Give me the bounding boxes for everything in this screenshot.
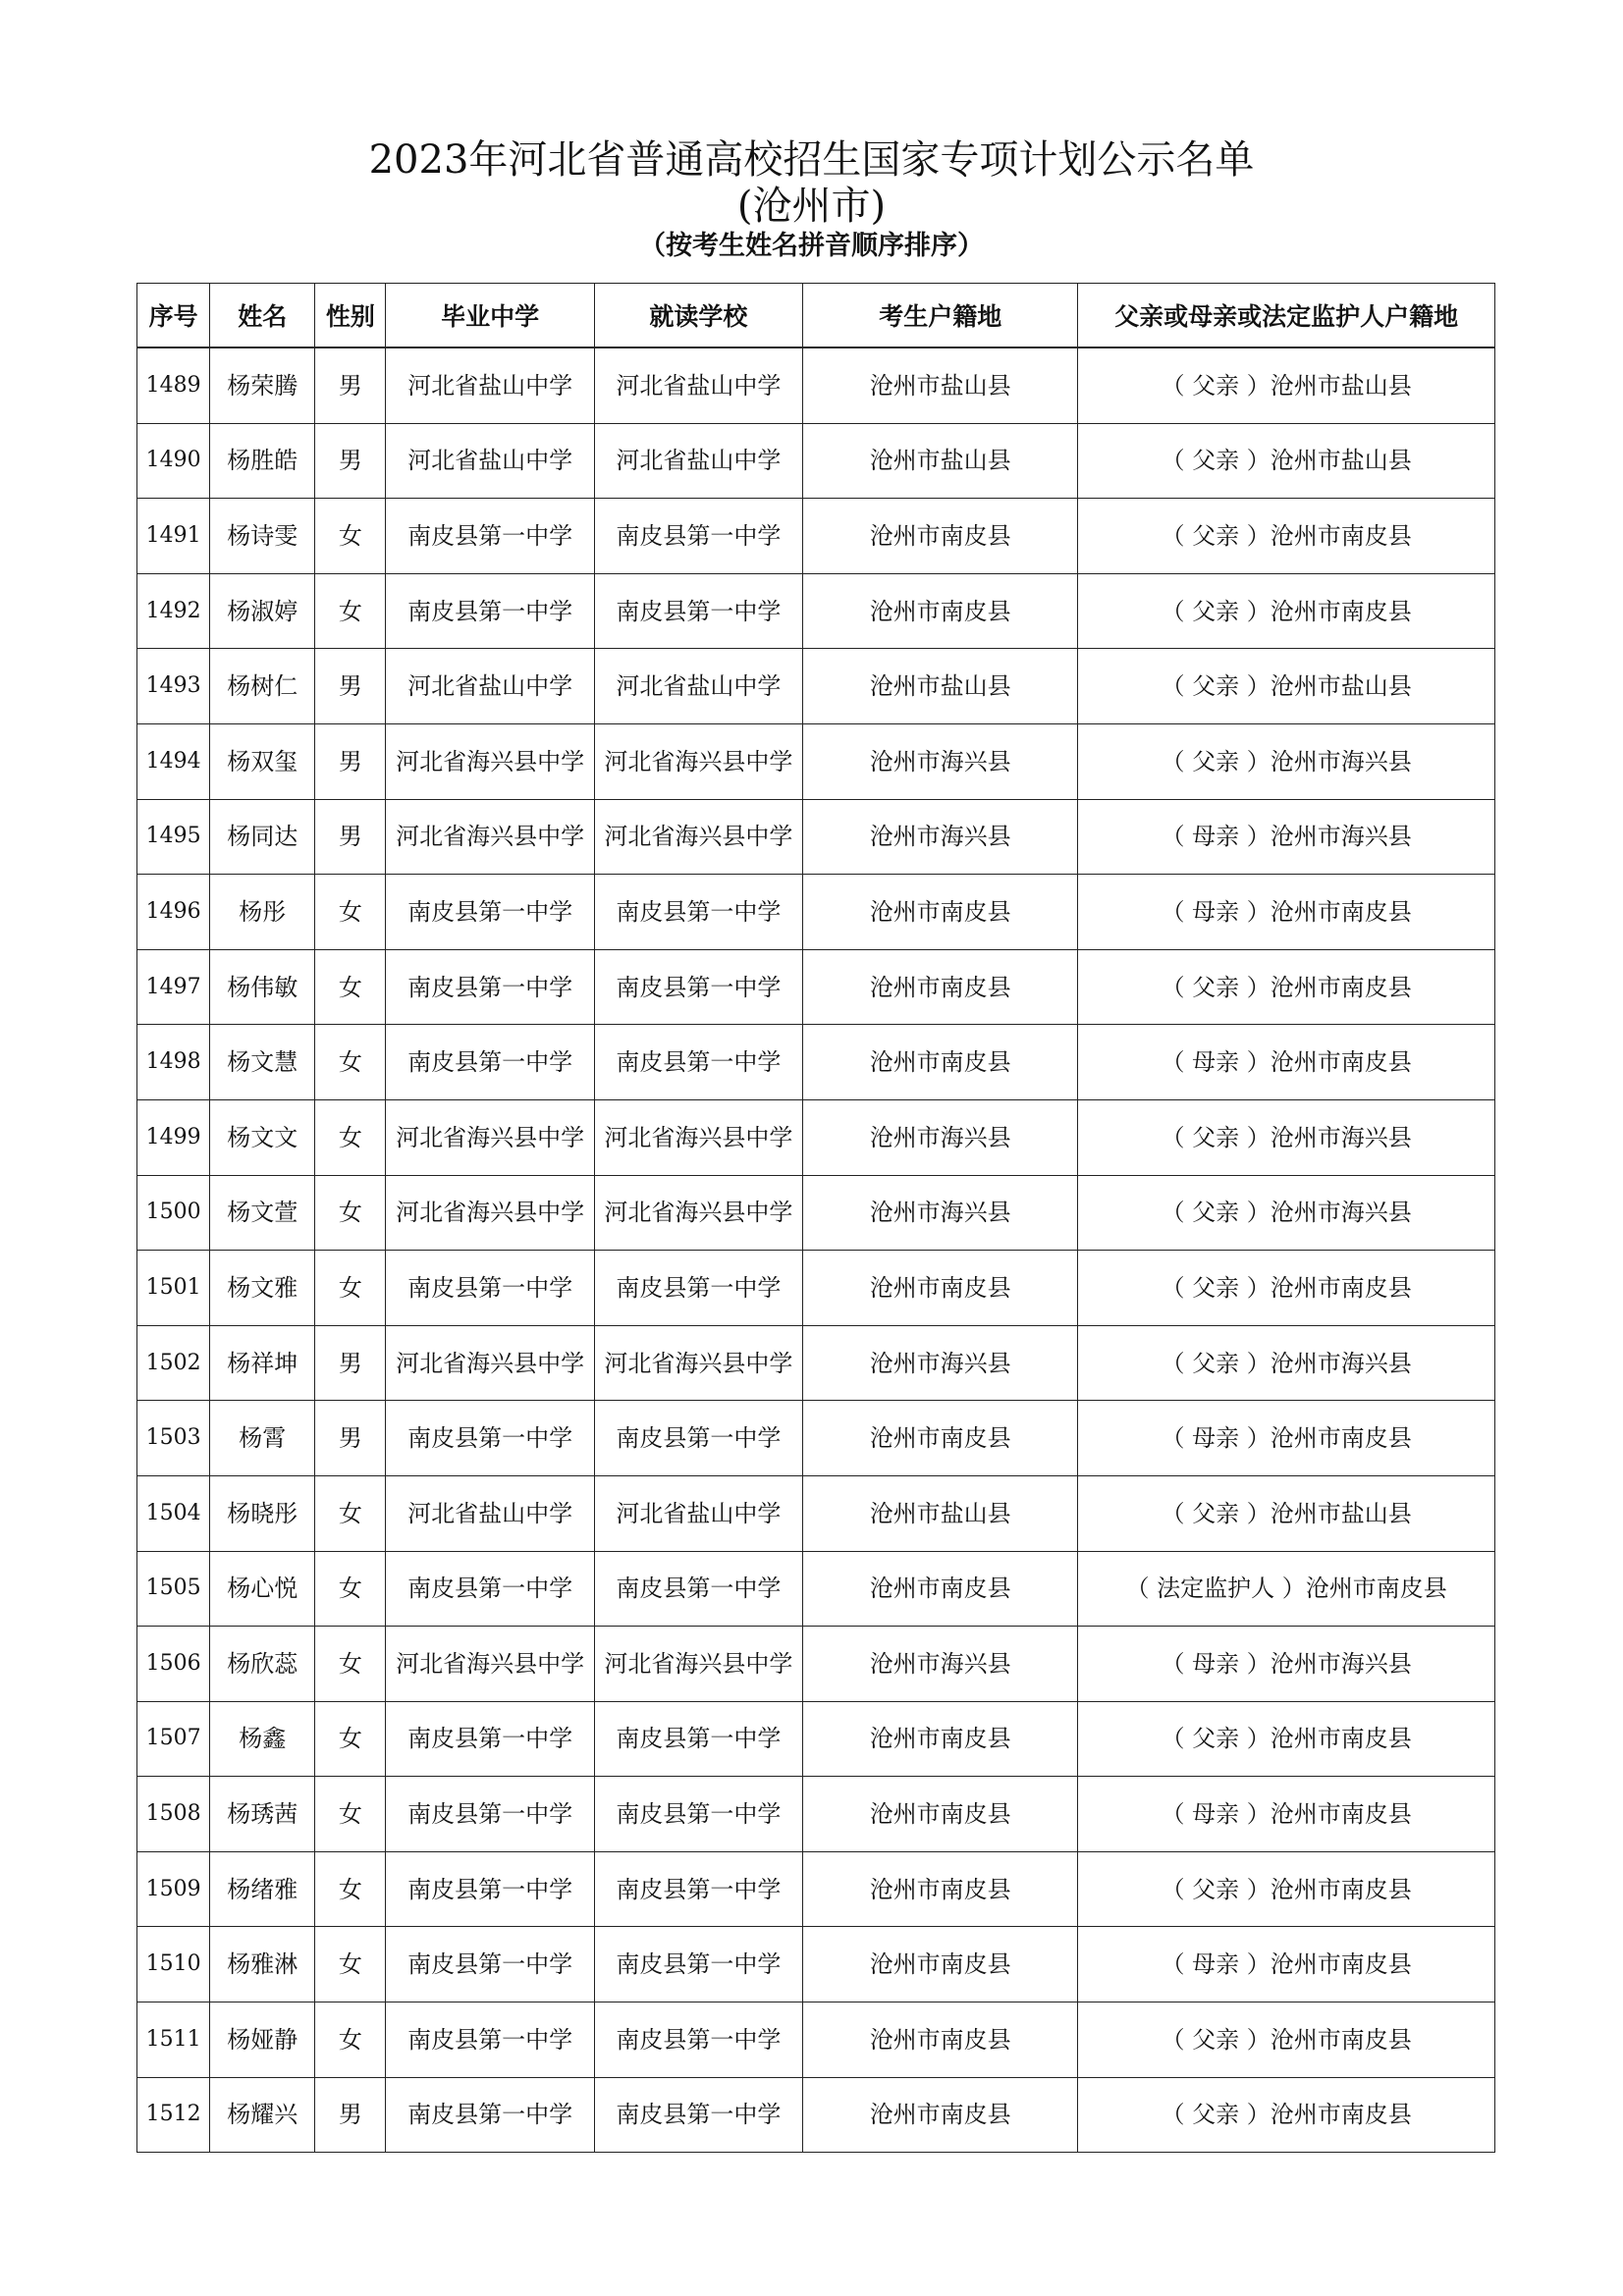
cell-graduation-school: 河北省盐山中学	[386, 649, 594, 724]
cell-gender: 女	[315, 1851, 386, 1927]
cell-graduation-school: 河北省海兴县中学	[386, 1099, 594, 1175]
cell-name: 杨文慧	[210, 1025, 315, 1100]
cell-guardian-residence: （ 父亲 ）沧州市盐山县	[1078, 347, 1495, 423]
cell-serial-number: 1512	[137, 2077, 210, 2153]
cell-current-school: 河北省盐山中学	[594, 1475, 802, 1551]
cell-guardian-residence: （ 父亲 ）沧州市盐山县	[1078, 423, 1495, 499]
cell-serial-number: 1497	[137, 949, 210, 1025]
cell-serial-number: 1503	[137, 1401, 210, 1476]
cell-name: 杨绪雅	[210, 1851, 315, 1927]
cell-name: 杨同达	[210, 799, 315, 875]
cell-name: 杨心悦	[210, 1551, 315, 1627]
cell-student-residence: 沧州市南皮县	[803, 2077, 1078, 2153]
header-serial-number: 序号	[137, 284, 210, 348]
cell-gender: 女	[315, 1475, 386, 1551]
cell-name: 杨文萱	[210, 1175, 315, 1251]
cell-student-residence: 沧州市南皮县	[803, 1025, 1078, 1100]
cell-gender: 女	[315, 573, 386, 649]
cell-graduation-school: 南皮县第一中学	[386, 1927, 594, 2002]
cell-graduation-school: 南皮县第一中学	[386, 573, 594, 649]
cell-serial-number: 1505	[137, 1551, 210, 1627]
cell-guardian-residence: （ 父亲 ）沧州市海兴县	[1078, 1325, 1495, 1401]
cell-gender: 男	[315, 2077, 386, 2153]
cell-student-residence: 沧州市南皮县	[803, 499, 1078, 574]
cell-guardian-residence: （ 父亲 ）沧州市南皮县	[1078, 573, 1495, 649]
cell-gender: 女	[315, 1777, 386, 1852]
cell-current-school: 南皮县第一中学	[594, 573, 802, 649]
cell-serial-number: 1498	[137, 1025, 210, 1100]
cell-gender: 女	[315, 1025, 386, 1100]
cell-gender: 女	[315, 875, 386, 950]
cell-current-school: 河北省海兴县中学	[594, 1099, 802, 1175]
table-row	[137, 347, 1495, 423]
cell-student-residence: 沧州市盐山县	[803, 649, 1078, 724]
cell-guardian-residence: （ 父亲 ）沧州市盐山县	[1078, 1475, 1495, 1551]
cell-current-school: 南皮县第一中学	[594, 1851, 802, 1927]
cell-guardian-residence: （ 母亲 ）沧州市南皮县	[1078, 1025, 1495, 1100]
cell-name: 杨耀兴	[210, 2077, 315, 2153]
cell-name: 杨伟敏	[210, 949, 315, 1025]
cell-student-residence: 沧州市海兴县	[803, 799, 1078, 875]
cell-gender: 女	[315, 1927, 386, 2002]
cell-name: 杨霄	[210, 1401, 315, 1476]
table-row	[137, 499, 1495, 574]
table-row	[137, 1777, 1495, 1852]
cell-student-residence: 沧州市南皮县	[803, 1851, 1078, 1927]
cell-graduation-school: 南皮县第一中学	[386, 949, 594, 1025]
cell-guardian-residence: （ 父亲 ）沧州市南皮县	[1078, 2077, 1495, 2153]
cell-gender: 女	[315, 1251, 386, 1326]
cell-graduation-school: 南皮县第一中学	[386, 1777, 594, 1852]
cell-name: 杨胜皓	[210, 423, 315, 499]
cell-current-school: 南皮县第一中学	[594, 1025, 802, 1100]
header-student-residence: 考生户籍地	[803, 284, 1078, 348]
cell-student-residence: 沧州市南皮县	[803, 1401, 1078, 1476]
roster-table	[136, 283, 1495, 2153]
cell-student-residence: 沧州市盐山县	[803, 423, 1078, 499]
cell-student-residence: 沧州市南皮县	[803, 573, 1078, 649]
cell-gender: 男	[315, 723, 386, 799]
cell-student-residence: 沧州市盐山县	[803, 1475, 1078, 1551]
cell-current-school: 南皮县第一中学	[594, 949, 802, 1025]
cell-guardian-residence: （ 母亲 ）沧州市海兴县	[1078, 799, 1495, 875]
cell-name: 杨琇茜	[210, 1777, 315, 1852]
cell-name: 杨欣蕊	[210, 1627, 315, 1702]
table-row	[137, 1851, 1495, 1927]
cell-serial-number: 1501	[137, 1251, 210, 1326]
cell-serial-number: 1511	[137, 2002, 210, 2078]
cell-gender: 男	[315, 423, 386, 499]
table-row	[137, 1325, 1495, 1401]
cell-graduation-school: 河北省海兴县中学	[386, 1175, 594, 1251]
table-row	[137, 875, 1495, 950]
cell-gender: 男	[315, 799, 386, 875]
cell-gender: 女	[315, 1175, 386, 1251]
cell-serial-number: 1499	[137, 1099, 210, 1175]
cell-current-school: 南皮县第一中学	[594, 1401, 802, 1476]
cell-current-school: 南皮县第一中学	[594, 1777, 802, 1852]
cell-graduation-school: 南皮县第一中学	[386, 1025, 594, 1100]
cell-graduation-school: 河北省海兴县中学	[386, 799, 594, 875]
cell-guardian-residence: （ 父亲 ）沧州市南皮县	[1078, 2002, 1495, 2078]
cell-student-residence: 沧州市南皮县	[803, 1251, 1078, 1326]
cell-guardian-residence: （ 父亲 ）沧州市南皮县	[1078, 949, 1495, 1025]
cell-student-residence: 沧州市南皮县	[803, 949, 1078, 1025]
table-row	[137, 1475, 1495, 1551]
table-row	[137, 649, 1495, 724]
cell-student-residence: 沧州市南皮县	[803, 1927, 1078, 2002]
cell-current-school: 河北省海兴县中学	[594, 799, 802, 875]
cell-gender: 男	[315, 1325, 386, 1401]
cell-guardian-residence: （ 母亲 ）沧州市南皮县	[1078, 1401, 1495, 1476]
cell-student-residence: 沧州市南皮县	[803, 875, 1078, 950]
cell-guardian-residence: （ 父亲 ）沧州市海兴县	[1078, 1099, 1495, 1175]
cell-guardian-residence: （ 母亲 ）沧州市南皮县	[1078, 875, 1495, 950]
cell-serial-number: 1493	[137, 649, 210, 724]
cell-guardian-residence: （ 父亲 ）沧州市盐山县	[1078, 649, 1495, 724]
cell-name: 杨彤	[210, 875, 315, 950]
cell-student-residence: 沧州市海兴县	[803, 1627, 1078, 1702]
table-row	[137, 1251, 1495, 1326]
cell-name: 杨双玺	[210, 723, 315, 799]
cell-student-residence: 沧州市南皮县	[803, 2002, 1078, 2078]
document-subtitle: (沧州市)	[736, 184, 887, 229]
cell-serial-number: 1509	[137, 1851, 210, 1927]
cell-current-school: 河北省盐山中学	[594, 347, 802, 423]
table-row	[137, 2002, 1495, 2078]
cell-current-school: 河北省盐山中学	[594, 423, 802, 499]
cell-serial-number: 1508	[137, 1777, 210, 1852]
cell-graduation-school: 河北省海兴县中学	[386, 1325, 594, 1401]
cell-serial-number: 1500	[137, 1175, 210, 1251]
cell-current-school: 南皮县第一中学	[594, 2002, 802, 2078]
cell-serial-number: 1490	[137, 423, 210, 499]
cell-current-school: 河北省海兴县中学	[594, 723, 802, 799]
table-row	[137, 1701, 1495, 1777]
table-row	[137, 1099, 1495, 1175]
cell-student-residence: 沧州市海兴县	[803, 723, 1078, 799]
cell-student-residence: 沧州市海兴县	[803, 1175, 1078, 1251]
cell-name: 杨文雅	[210, 1251, 315, 1326]
cell-graduation-school: 河北省海兴县中学	[386, 723, 594, 799]
cell-graduation-school: 河北省盐山中学	[386, 347, 594, 423]
document-title: 2023年河北省普通高校招生国家专项计划公示名单	[368, 137, 1255, 183]
cell-name: 杨娅静	[210, 2002, 315, 2078]
header-gender: 性别	[315, 284, 386, 348]
cell-name: 杨淑婷	[210, 573, 315, 649]
cell-current-school: 河北省海兴县中学	[594, 1325, 802, 1401]
cell-guardian-residence: （ 父亲 ）沧州市海兴县	[1078, 1175, 1495, 1251]
cell-name: 杨鑫	[210, 1701, 315, 1777]
cell-graduation-school: 南皮县第一中学	[386, 2077, 594, 2153]
cell-current-school: 河北省海兴县中学	[594, 1175, 802, 1251]
cell-gender: 男	[315, 1401, 386, 1476]
cell-name: 杨晓彤	[210, 1475, 315, 1551]
cell-graduation-school: 南皮县第一中学	[386, 2002, 594, 2078]
table-row	[137, 2077, 1495, 2153]
cell-name: 杨文文	[210, 1099, 315, 1175]
cell-serial-number: 1496	[137, 875, 210, 950]
table-row	[137, 1927, 1495, 2002]
cell-gender: 女	[315, 2002, 386, 2078]
table-row	[137, 723, 1495, 799]
table-row	[137, 1025, 1495, 1100]
cell-guardian-residence: （ 母亲 ）沧州市南皮县	[1078, 1927, 1495, 2002]
cell-student-residence: 沧州市南皮县	[803, 1551, 1078, 1627]
cell-gender: 女	[315, 1627, 386, 1702]
cell-gender: 女	[315, 1551, 386, 1627]
cell-graduation-school: 南皮县第一中学	[386, 499, 594, 574]
cell-graduation-school: 河北省海兴县中学	[386, 1627, 594, 1702]
cell-name: 杨祥坤	[210, 1325, 315, 1401]
cell-guardian-residence: （ 母亲 ）沧州市海兴县	[1078, 1627, 1495, 1702]
cell-current-school: 南皮县第一中学	[594, 1551, 802, 1627]
cell-student-residence: 沧州市盐山县	[803, 347, 1078, 423]
cell-current-school: 南皮县第一中学	[594, 875, 802, 950]
cell-guardian-residence: （ 母亲 ）沧州市南皮县	[1078, 1777, 1495, 1852]
cell-student-residence: 沧州市南皮县	[803, 1701, 1078, 1777]
cell-current-school: 南皮县第一中学	[594, 1251, 802, 1326]
table-row	[137, 423, 1495, 499]
cell-guardian-residence: （ 父亲 ）沧州市南皮县	[1078, 1251, 1495, 1326]
table-row	[137, 573, 1495, 649]
cell-graduation-school: 南皮县第一中学	[386, 1701, 594, 1777]
cell-gender: 女	[315, 949, 386, 1025]
sort-note: （按考生姓名拼音顺序排序）	[639, 231, 984, 261]
cell-guardian-residence: （ 父亲 ）沧州市南皮县	[1078, 1851, 1495, 1927]
table-row	[137, 1551, 1495, 1627]
table-header-row	[137, 284, 1495, 348]
cell-serial-number: 1502	[137, 1325, 210, 1401]
cell-name: 杨树仁	[210, 649, 315, 724]
cell-serial-number: 1495	[137, 799, 210, 875]
cell-guardian-residence: （ 父亲 ）沧州市南皮县	[1078, 1701, 1495, 1777]
cell-current-school: 南皮县第一中学	[594, 2077, 802, 2153]
header-name: 姓名	[210, 284, 315, 348]
cell-current-school: 河北省盐山中学	[594, 649, 802, 724]
cell-gender: 女	[315, 499, 386, 574]
cell-serial-number: 1494	[137, 723, 210, 799]
cell-serial-number: 1492	[137, 573, 210, 649]
table-body	[137, 347, 1495, 2153]
table-row	[137, 949, 1495, 1025]
cell-gender: 女	[315, 1701, 386, 1777]
cell-name: 杨荣腾	[210, 347, 315, 423]
header-guardian-residence: 父亲或母亲或法定监护人户籍地	[1078, 284, 1495, 348]
cell-graduation-school: 南皮县第一中学	[386, 1551, 594, 1627]
cell-graduation-school: 南皮县第一中学	[386, 1851, 594, 1927]
cell-guardian-residence: （ 父亲 ）沧州市海兴县	[1078, 723, 1495, 799]
cell-graduation-school: 河北省盐山中学	[386, 423, 594, 499]
header-graduation-school: 毕业中学	[386, 284, 594, 348]
cell-graduation-school: 南皮县第一中学	[386, 1401, 594, 1476]
table-row	[137, 1627, 1495, 1702]
header-current-school: 就读学校	[594, 284, 802, 348]
cell-student-residence: 沧州市南皮县	[803, 1777, 1078, 1852]
cell-gender: 男	[315, 649, 386, 724]
cell-serial-number: 1506	[137, 1627, 210, 1702]
cell-serial-number: 1510	[137, 1927, 210, 2002]
cell-current-school: 南皮县第一中学	[594, 1701, 802, 1777]
cell-serial-number: 1491	[137, 499, 210, 574]
cell-name: 杨诗雯	[210, 499, 315, 574]
cell-current-school: 南皮县第一中学	[594, 499, 802, 574]
cell-graduation-school: 南皮县第一中学	[386, 1251, 594, 1326]
cell-serial-number: 1507	[137, 1701, 210, 1777]
cell-student-residence: 沧州市海兴县	[803, 1325, 1078, 1401]
cell-serial-number: 1504	[137, 1475, 210, 1551]
cell-current-school: 南皮县第一中学	[594, 1927, 802, 2002]
table-row	[137, 1175, 1495, 1251]
cell-guardian-residence: （ 父亲 ）沧州市南皮县	[1078, 499, 1495, 574]
cell-name: 杨雅淋	[210, 1927, 315, 2002]
cell-current-school: 河北省海兴县中学	[594, 1627, 802, 1702]
cell-student-residence: 沧州市海兴县	[803, 1099, 1078, 1175]
cell-guardian-residence: （ 法定监护人 ）沧州市南皮县	[1078, 1551, 1495, 1627]
cell-gender: 女	[315, 1099, 386, 1175]
table-row	[137, 799, 1495, 875]
cell-graduation-school: 河北省盐山中学	[386, 1475, 594, 1551]
table-row	[137, 1401, 1495, 1476]
cell-gender: 男	[315, 347, 386, 423]
cell-serial-number: 1489	[137, 347, 210, 423]
cell-graduation-school: 南皮县第一中学	[386, 875, 594, 950]
